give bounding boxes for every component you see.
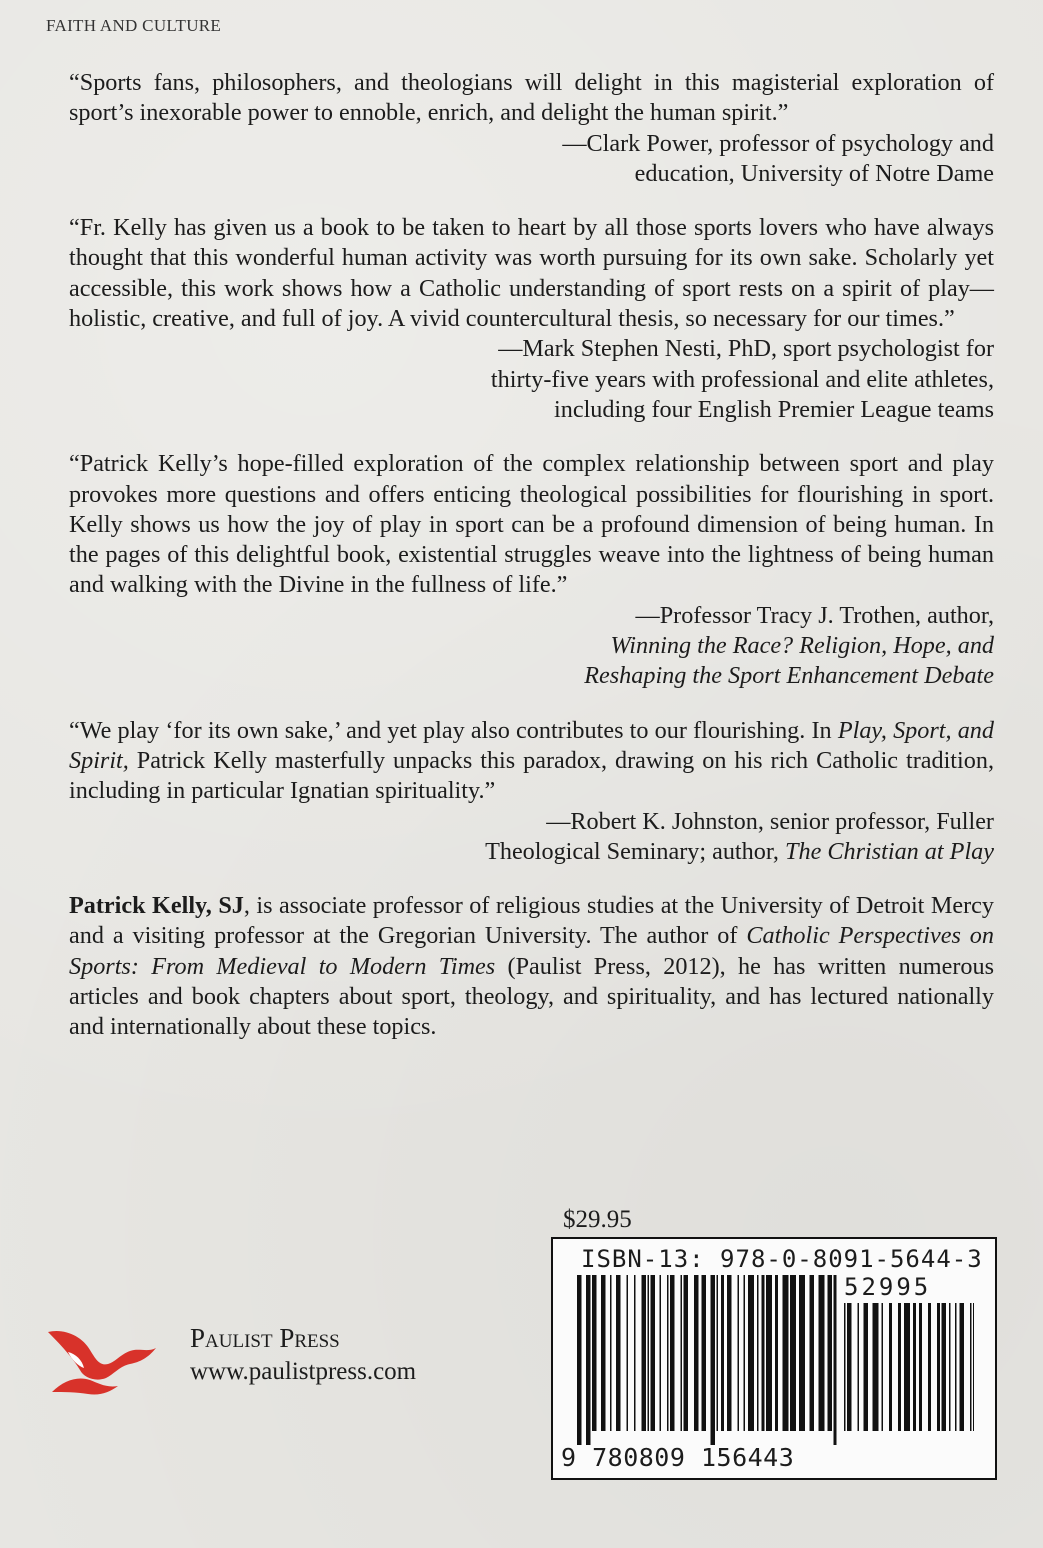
barcode-bar: [937, 1303, 940, 1431]
quote-text: Patrick Kelly masterfully unpacks this paradox, drawing on his rich Catholic tradition, including in particular Ignatian spirituality.”: [69, 746, 994, 805]
barcode-bar: [973, 1303, 974, 1431]
barcode-bar: [660, 1275, 662, 1431]
endorsements-section: [69, 68, 994, 1043]
barcode-bar: [766, 1275, 772, 1431]
barcode-bar: [681, 1275, 683, 1431]
author-bio: [69, 891, 994, 1042]
barcode-bar: [913, 1303, 916, 1431]
barcode-bar: [610, 1275, 612, 1431]
barcode-bar: [810, 1275, 815, 1431]
attribution-line: —Mark Stephen Nesti, PhD, sport psychologist for: [498, 335, 994, 363]
barcode-bar: [634, 1275, 636, 1431]
barcode-bar: [616, 1275, 621, 1431]
barcode-bar: [799, 1275, 805, 1431]
attribution-book-title: Winning the Race? Religion, Hope, and: [610, 632, 994, 660]
barcode-bar: [744, 1275, 746, 1431]
barcode-bar: [942, 1303, 947, 1431]
barcode-bar: [702, 1275, 707, 1431]
barcode-bar: [847, 1303, 852, 1431]
endorsement-attribution-4: [69, 807, 994, 868]
barcode-bar: [834, 1275, 837, 1445]
barcode-bar: [577, 1275, 582, 1445]
attribution-book-title: Reshaping the Sport Enhancement Debate: [584, 662, 994, 690]
endorsement-attribution-3: [69, 601, 994, 692]
barcode-bar: [889, 1303, 892, 1431]
barcode-bar: [748, 1275, 754, 1431]
barcode-bar: [904, 1303, 910, 1431]
endorsement-attribution-1: [69, 129, 994, 190]
attribution-line: thirty-five years with professional and elite athletes,: [490, 365, 994, 393]
barcode-bar: [970, 1303, 972, 1431]
barcode-bar: [727, 1275, 732, 1431]
quote-text: “We play ‘for its own sake,’ and yet play also contributes to our flourishing. In: [69, 716, 838, 744]
barcode-bar: [651, 1275, 656, 1431]
bio-text: (Paulist Press, 2012), he has written numerous articles and book chapters about sport, theology, and spirituality, and has lectured nationally and internationally about these topics.: [69, 952, 994, 1041]
quote-book-title: Play, Sport, and Spirit,: [69, 716, 994, 774]
barcode-bar: [949, 1303, 951, 1431]
barcode-bar: [592, 1275, 597, 1431]
endorsement-attribution-2: [69, 334, 994, 425]
barcode-bar: [721, 1275, 724, 1431]
barcode-bar: [711, 1275, 716, 1445]
publisher-block: [190, 1322, 416, 1388]
barcode-bar: [717, 1275, 719, 1431]
publisher-name: Paulist Press: [190, 1323, 340, 1353]
barcode-bar: [960, 1303, 965, 1431]
attribution-line: education, University of Notre Dame: [634, 159, 994, 187]
publisher-url[interactable]: www.paulistpress.com: [190, 1358, 417, 1385]
barcode-bar: [882, 1303, 884, 1431]
attribution-line: including four English Premier League teams: [554, 395, 994, 423]
barcode-bar: [955, 1303, 957, 1431]
barcode-bar: [898, 1303, 901, 1431]
barcode-bar: [642, 1275, 647, 1431]
attribution-book-title: The Christian at Play: [785, 837, 994, 865]
barcode-bar: [667, 1275, 669, 1431]
barcode-bar: [819, 1275, 825, 1431]
barcode-bar: [601, 1275, 606, 1431]
bio-text: , is associate professor of religious studies at the University of Detroit Mercy and a visiting professor at the Gregorian University. The author of: [69, 892, 994, 950]
isbn-label: ISBN-13: 978-0-8091-5644-3: [581, 1245, 983, 1273]
ean-digits: 9 780809 156443: [561, 1443, 795, 1472]
attribution-line: Theological Seminary; author,: [485, 837, 786, 865]
price-code: 52995: [844, 1273, 932, 1301]
barcode-bar: [684, 1275, 689, 1431]
barcode-bar: [757, 1275, 759, 1431]
barcode-bar: [762, 1275, 765, 1431]
price-addon-barcode: [844, 1303, 974, 1445]
barcode-bar: [627, 1275, 629, 1431]
ean-barcode: [577, 1275, 839, 1445]
endorsement-quote-4: [69, 716, 994, 807]
barcode-bar: [919, 1303, 922, 1431]
category-label: FAITH AND CULTURE: [46, 16, 222, 35]
endorsement-quote-2: “Fr. Kelly has given us a book to be taken to heart by all those sports lovers who have always thought that this wonderful human activity was worth pursuing for its own sake. Scholarly yet accessible, this work shows how a Catholic understanding of sport rests on a spirit of play—holistic, creative, and full of joy. A vivid countercultural thesis, so necessary for our times.”: [69, 214, 994, 333]
barcode-bar: [873, 1303, 879, 1431]
price-label: $29.95: [563, 1206, 632, 1233]
barcode-panel: [551, 1237, 997, 1480]
barcode-bar: [844, 1303, 846, 1431]
barcode-bar: [864, 1303, 869, 1431]
barcode-bar: [828, 1275, 833, 1431]
barcode-bar: [858, 1303, 860, 1431]
barcode-bar: [694, 1275, 699, 1431]
barcode-bar: [648, 1275, 650, 1431]
barcode-bar: [670, 1275, 675, 1431]
endorsement-quote-3: “Patrick Kelly’s hope-filled exploration of the complex relationship between sport and play provokes more questions and offers enticing theological possibilities for flourishing in sport. Kelly shows us how the joy of play in sport can be a profound dimension of being human. In the pages of this delightful book, existential struggles weave into the lightness of being human and walking with the Divine in the fullness of life.”: [69, 450, 994, 599]
attribution-line: —Robert K. Johnston, senior professor, Fuller: [546, 807, 994, 835]
barcode-bar: [586, 1275, 591, 1445]
bio-book-title: Catholic Perspectives on Sports: From Medieval to Modern Times: [69, 922, 994, 980]
endorsement-quote-1: “Sports fans, philosophers, and theologians will delight in this magisterial exploration of sport’s inexorable power to ennoble, enrich, and delight the human spirit.”: [69, 69, 994, 127]
attribution-line: —Professor Tracy J. Trothen, author,: [635, 601, 994, 629]
author-name: Patrick Kelly, SJ: [69, 892, 244, 920]
barcode-bar: [738, 1275, 740, 1431]
paulist-press-dove-logo: [44, 1322, 164, 1398]
barcode-bar: [783, 1275, 789, 1431]
barcode-bar: [790, 1275, 796, 1431]
barcode-bar: [775, 1275, 778, 1431]
barcode-bar: [928, 1303, 931, 1431]
attribution-line: —Clark Power, professor of psychology and: [562, 129, 994, 157]
